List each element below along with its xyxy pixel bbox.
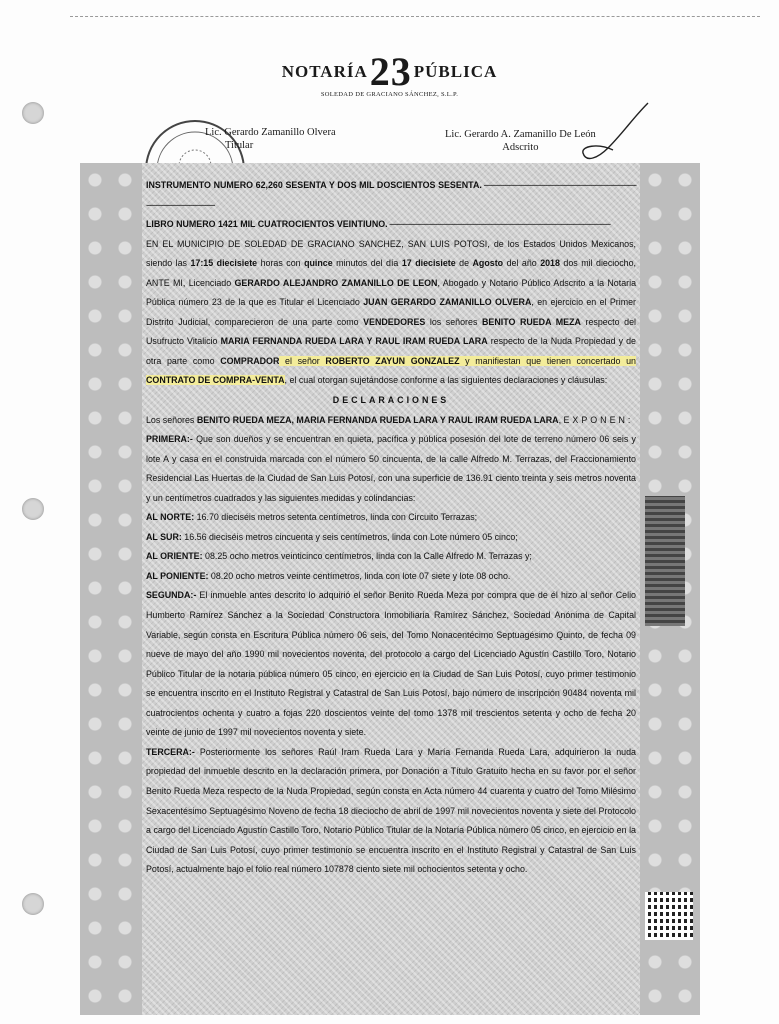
boundary-south: AL SUR: 16.56 dieciséis metros cincuenta y seis centímetros, linda con Lote número 05 cinco;: [146, 531, 518, 542]
boundary-east: AL ORIENTE: 08.25 ocho metros veinticinco centímetros, linda con la Calle Alfredo M. Terrazas y;: [146, 551, 532, 562]
punch-hole-top: [22, 102, 44, 124]
qr-code-icon: [645, 892, 693, 940]
boundary-north: AL NORTE: 16.70 dieciséis metros setenta centímetros, linda con Circuito Terrazas;: [146, 512, 478, 523]
security-strip: [645, 496, 685, 626]
signatory-right-role: Adscrito: [502, 142, 539, 153]
signatory-left-name: Lic. Gerardo Zamanillo Olvera: [205, 127, 336, 138]
signatory-right-name: Lic. Gerardo A. Zamanillo De León: [445, 129, 596, 140]
declaraciones-intro: Los señores BENITO RUEDA MEZA, MARIA FERNANDA RUEDA LARA Y RAUL IRAM RUEDA LARA, EXPONEN:: [146, 414, 634, 425]
signatory-left: [205, 126, 336, 152]
brand-right: PÚBLICA: [413, 62, 498, 81]
contract-type: CONTRATO DE COMPRA-VENTA: [146, 375, 285, 386]
notary-location: SOLEDAD DE GRACIANO SÁNCHEZ, S.L.P.: [320, 91, 459, 98]
brand-number: 23: [369, 49, 412, 94]
deed-body: [146, 176, 636, 880]
brand-left: NOTARÍA: [281, 62, 368, 81]
declaration-segunda: SEGUNDA:- El inmueble antes descrito lo adquirió el señor Benito Rueda Meza por compra que de él hizo al señor Celio Humberto Ramírez Sánchez a la Sociedad Constructora Inmobiliaria Ramírez Sánchez, Sociedad Anónima de Capital Variable, según consta en Escritura Pública número 06 seis, del Tomo Nonacentécimo Septuagésimo Quinto, de fecha 09 nueve de mayo del año 1990 mil novecientos noventa, del protocolo a cargo del Licenciado Agustín Castillo Toro, Notario Público Titular de la notaria pública número 05 cinco, en ejercicio en la Ciudad de San Luis Potosí, cuyo primer testimonio se encuentra inscrito en el Instituto Registral y Catastral de San Luis Potosí, bajo número de inscripción 90484 noventa mil cuatrocientos ochenta y cuatro a fojas 220 doscientos veinte del tomo 1378 mil trescientos setenta y ocho de fecha 20 veinte de junio de 1997 mil novecientos noventa y siete.: [146, 590, 636, 738]
boundary-west: AL PONIENTE: 08.20 ocho metros veinte centímetros, linda con lote 07 siete y lote 08 ocho.: [146, 570, 511, 581]
notary-brand: [0, 48, 779, 95]
signatory-right: [445, 128, 596, 154]
declaraciones-heading: DECLARACIONES: [332, 395, 450, 406]
book-number-line: LIBRO NUMERO 1421 MIL CUATROCIENTOS VEINTIUNO. -----: [146, 215, 636, 235]
buyer-name: ROBERTO ZAYUN GONZALEZ: [325, 355, 460, 366]
left-security-margin: [80, 163, 142, 1015]
punch-hole-bottom: [22, 893, 44, 915]
letterhead: [0, 48, 779, 98]
instrument-number-line: INSTRUMENTO NUMERO 62,260 SESENTA Y DOS MIL DOSCIENTOS SESENTA. -----: [146, 176, 636, 215]
declaration-tercera: TERCERA:- Posteriormente los señores Raúl Iram Rueda Lara y María Fernanda Rueda Lara, adquirieron la nuda propiedad del inmueble descrito en la declaración primera, por Donación a Título Gratuito hecha en su favor por el señor Benito Rueda Meza respecto de la Nuda Propiedad, según consta en Acta número 44 cuarenta y cuatro del Tomo Milésimo Sexacentésimo Septuagésimo Noveno de fecha 18 dieciocho de abril de 1997 mil novecientos noventa y siete del Protocolo a cargo del Licenciado Agustín Castillo Toro, Notario Público Titular de la Notaría Pública número 05 cinco, en ejercicio en la Ciudad de San Luis Potosí, cuyo primer testimonio se encuentra inscrito en el Instituto Registral y Catastral de San Luis Potosí, actualmente bajo el folio real número 107878 ciento siete mil ochocientos setenta y ocho.: [146, 746, 636, 875]
top-rule: [70, 16, 760, 17]
declaration-primera: PRIMERA:- Que son dueños y se encuentran en quieta, pacífica y pública posesión del lote de terreno número 06 seis y lote A y casa en el construida marcada con el número 50 cincuenta, de la calle Alfredo M. Terrazas, del Fraccionamiento Residencial Las Huertas de la Ciudad de San Luis Potosí, con una superficie de 136.91 ciento treinta y seis metros noventa y un centímetros cuadrados y las siguientes medidas y colindancias:: [146, 434, 636, 503]
signatory-left-role: Titular: [225, 140, 254, 151]
opening-paragraph: EN EL MUNICIPIO DE SOLEDAD DE GRACIANO SANCHEZ, SAN LUIS POTOSI, de los Estados Unidos Mexicanos, siendo las 17:15 diecisiete horas con quince minutos del día 17 diecisiete de Agosto del año 2018 dos mil dieciocho, ANTE MI, Licenciado GERARDO ALEJANDRO ZAMANILLO DE LEON, Abogado y Notario Público Adscrito a la Notaria Pública número 23 de la que es Titular el Licenciado JUAN GERARDO ZAMANILLO OLVERA, en ejercicio en el Primer Distrito Judicial, comparecieron de una parte como VENDEDORES los señores BENITO RUEDA MEZA respecto del Usufructo Vitalicio MARIA FERNANDA RUEDA LARA Y RAUL IRAM RUEDA LARA respecto de la Nuda Propiedad y de otra parte como COMPRADOR el señor ROBERTO ZAYUN GONZALEZ y manifiestan que tienen concertado un CONTRATO DE COMPRA-VENTA, el cual otorgan sujetándose conforme a las siguientes declaraciones y cláusulas:: [146, 238, 637, 386]
punch-hole-middle: [22, 498, 44, 520]
